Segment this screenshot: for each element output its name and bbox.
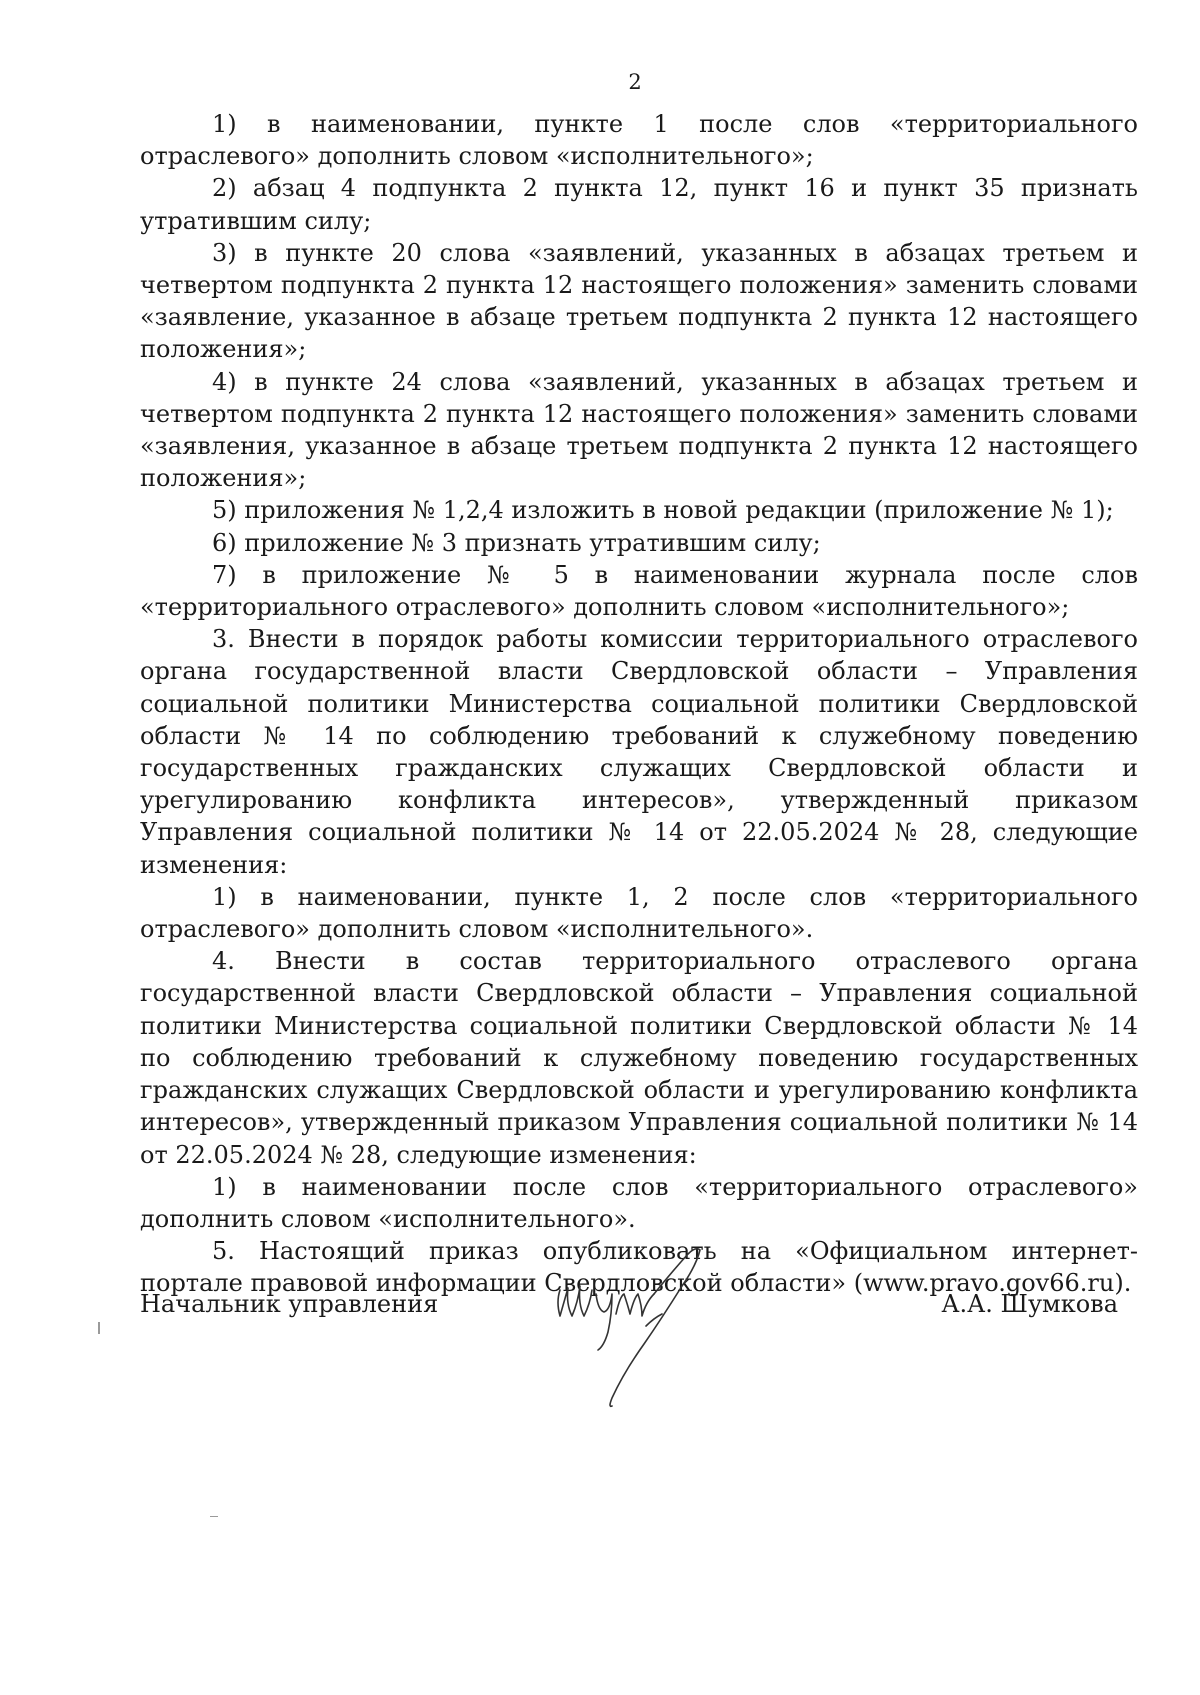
paragraph-1-6: 6) приложение № 3 признать утратившим силу; — [212, 528, 821, 557]
paragraph-1-5: 5) приложения № 1,2,4 изложить в новой редакции (приложение № 1); — [212, 496, 1114, 525]
paragraph-4-1: 1) в наименовании после слов «территориального отраслевого» дополнить словом «исполнительного». — [140, 1172, 1138, 1233]
paragraph-1-2: 2) абзац 4 подпункта 2 пункта 12, пункт 16 и пункт 35 признать утратившим силу; — [140, 174, 1138, 235]
paragraph-1-4: 4) в пункте 24 слова «заявлений, указанных в абзацах третьем и четвертом подпункта 2 пункта 12 настоящего положения» заменить словами «заявления, указанное в абзаце третьем подпункта 2 пункта 12 настоящего положения»; — [140, 367, 1138, 493]
paragraph-1-7: 7) в приложение № 5 в наименовании журнала после слов «территориального отраслевого» дополнить словом «исполнительного»; — [140, 560, 1138, 622]
scan-mark-bottom — [210, 1516, 218, 1517]
scan-mark-left — [98, 1322, 100, 1334]
signer-name: А.А. Шумкова — [941, 1290, 1118, 1318]
page-number: 2 — [628, 70, 642, 94]
paragraph-1-1: 1) в наименовании, пункте 1 после слов «территориального отраслевого» дополнить словом «исполнительного»; — [140, 110, 1138, 171]
paragraph-4: 4. Внести в состав территориального отраслевого органа государственной власти Свердловской области – Управления социальной политики Министерства социальной политики Свердловской области № 14 по соблюдению требований к служебному поведению государственных гражданских служащих Свердловской области и урегулированию конфликта интересов», утвержденный приказом Управления социальной политики № 14 от 22.05.2024 № 28, следующие изменения: — [140, 947, 1138, 1169]
signer-position: Начальник управления — [140, 1290, 439, 1318]
document-body — [140, 108, 1138, 1300]
paragraph-3: 3. Внести в порядок работы комиссии территориального отраслевого органа государственной власти Свердловской области – Управления социальной политики Министерства социальной политики Свердловской области № 14 по соблюдению требований к служебному поведению государственных гражданских служащих Свердловской области и урегулированию конфликта интересов», утвержденный приказом Управления социальной политики № 14 от 22.05.2024 № 28, следующие изменения: — [140, 625, 1138, 879]
handwritten-signature — [550, 1240, 750, 1420]
paragraph-5: 5. Настоящий приказ опубликовать на «Официальном интернет-портале правовой информации Свердловской области» (www.pravo.gov66.ru). — [140, 1237, 1138, 1298]
paragraph-3-1: 1) в наименовании, пункте 1, 2 после слов «территориального отраслевого» дополнить словом «исполнительного». — [140, 882, 1138, 944]
paragraph-1-3: 3) в пункте 20 слова «заявлений, указанных в абзацах третьем и четвертом подпункта 2 пункта 12 настоящего положения» заменить словами «заявление, указанное в абзаце третьем подпункта 2 пункта 12 настоящего положения»; — [140, 238, 1138, 364]
